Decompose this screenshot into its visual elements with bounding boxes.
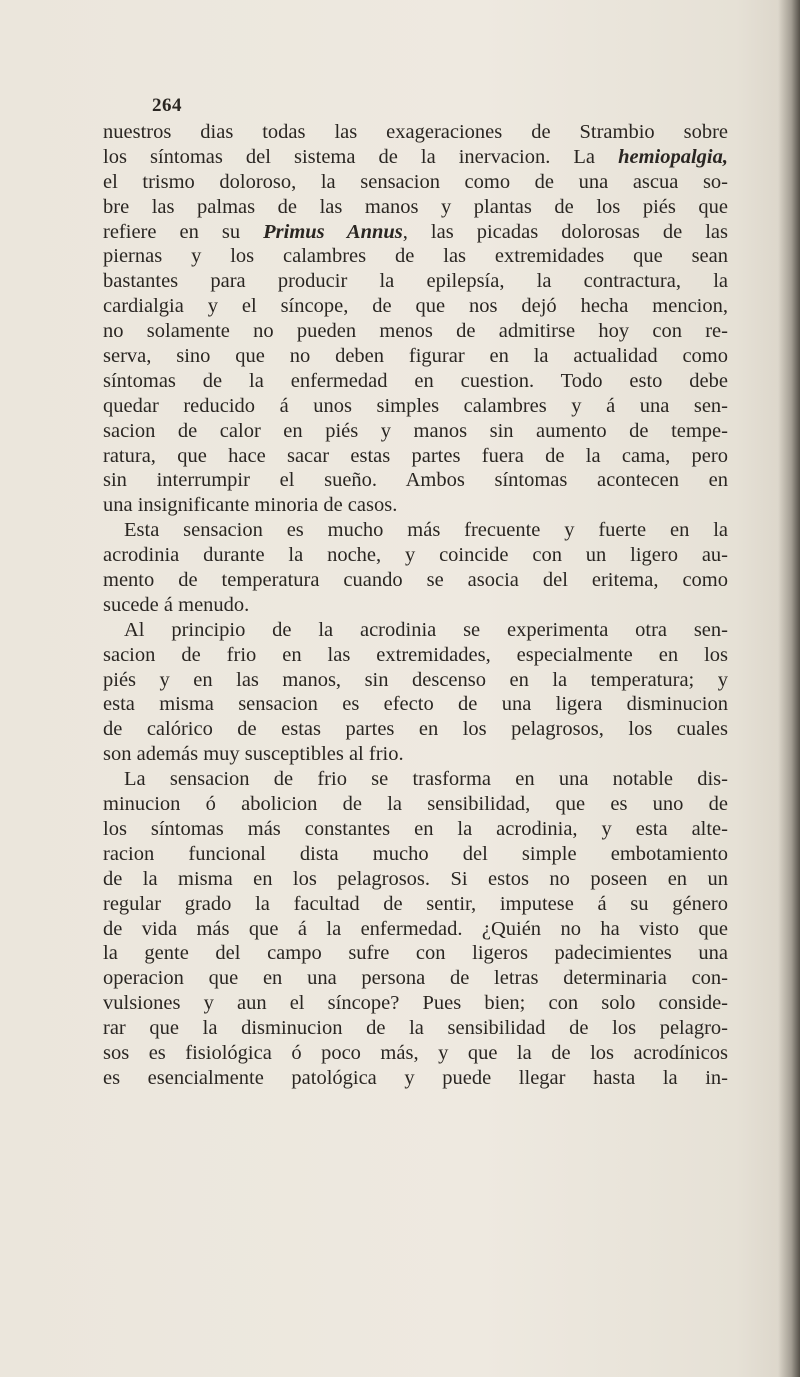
text-line	[103, 1041, 728, 1066]
text-run: sin interrumpir el sueño. Ambos síntomas acontecen en	[103, 469, 728, 492]
text-run: quedar reducido á unos simples calambres y á una sen-	[103, 394, 728, 417]
text-line	[103, 294, 728, 319]
text-line	[103, 941, 728, 966]
text-line	[103, 319, 728, 344]
text-run: son además muy susceptibles al frio.	[103, 743, 404, 766]
text-run: refiere en su	[103, 220, 264, 243]
text-run: síntomas de la enfermedad en cuestion. Todo esto debe	[103, 369, 728, 392]
text-line	[103, 717, 728, 742]
text-run: los síntomas del sistema de la inervacion. La	[103, 145, 619, 168]
text-run: ratura, que hace sacar estas partes fuera de la cama, pero	[103, 444, 728, 467]
text-run: vulsiones y aun el síncope? Pues bien; con solo conside-	[103, 992, 728, 1015]
text-line	[103, 120, 728, 145]
text-run: Esta sensacion es mucho más frecuente y fuerte en la	[124, 519, 728, 542]
text-run: La sensacion de frio se trasforma en una notable dis-	[124, 768, 728, 791]
text-run-after: , las picadas dolorosas de las	[402, 220, 728, 243]
page-number: 264	[152, 95, 182, 116]
text-line	[103, 867, 728, 892]
text-line	[103, 394, 728, 419]
text-run: una insignificante minoria de casos.	[103, 494, 398, 517]
text-run: nuestros dias todas las exageraciones de Strambio sobre	[103, 121, 728, 143]
text-line	[103, 493, 728, 518]
text-run: es esencialmente patológica y puede llegar hasta la in-	[103, 1066, 728, 1089]
text-run: la gente del campo sufre con ligeros padecimientes una	[103, 942, 728, 965]
text-line	[103, 1066, 728, 1091]
text-line	[103, 170, 728, 195]
text-run: operacion que en una persona de letras determinaria con-	[103, 967, 728, 990]
text-line	[103, 692, 728, 717]
text-run: serva, sino que no deben figurar en la actualidad como	[103, 345, 728, 368]
text-line	[103, 518, 728, 543]
text-line	[103, 767, 728, 792]
text-run: cardialgia y el síncope, de que nos dejó hecha mencion,	[103, 295, 728, 318]
italic-term: hemiopalgia,	[618, 145, 728, 168]
text-run: mento de temperatura cuando se asocia del eritema, como	[103, 569, 728, 592]
text-line	[103, 966, 728, 991]
text-run: esta misma sensacion es efecto de una ligera disminucion	[103, 693, 728, 716]
text-run: los síntomas más constantes en la acrodinia, y esta alte-	[103, 817, 728, 840]
text-line	[103, 419, 728, 444]
text-line	[103, 593, 728, 618]
text-run: bastantes para producir la epilepsía, la contractura, la	[103, 270, 728, 293]
text-line	[103, 195, 728, 220]
text-line	[103, 568, 728, 593]
text-line	[103, 618, 728, 643]
text-run: sos es fisiológica ó poco más, y que la de los acrodínicos	[103, 1041, 728, 1064]
text-line	[103, 1016, 728, 1041]
body-text	[103, 120, 728, 1091]
text-line	[103, 892, 728, 917]
text-run: de calórico de estas partes en los pelagrosos, los cuales	[103, 718, 728, 741]
text-run: rar que la disminucion de la sensibilidad de los pelagro-	[103, 1017, 728, 1040]
text-line	[103, 668, 728, 693]
text-line	[103, 792, 728, 817]
text-run: Al principio de la acrodinia se experimenta otra sen-	[124, 618, 728, 641]
text-line	[103, 444, 728, 469]
text-run: minucion ó abolicion de la sensibilidad, que es uno de	[103, 793, 728, 816]
text-run: bre las palmas de las manos y plantas de los piés que	[103, 195, 728, 218]
text-line	[103, 643, 728, 668]
text-line	[103, 145, 728, 170]
text-run: no solamente no pueden menos de admitirse hoy con re-	[103, 320, 728, 343]
text-run: regular grado la facultad de sentir, imputese á su género	[103, 892, 728, 915]
text-line	[103, 220, 728, 245]
text-line	[103, 991, 728, 1016]
text-run: racion funcional dista mucho del simple embotamiento	[103, 842, 728, 865]
text-run: de la misma en los pelagrosos. Si estos no poseen en un	[103, 867, 728, 890]
text-line	[103, 468, 728, 493]
text-run: sacion de frio en las extremidades, especialmente en los	[103, 643, 728, 666]
text-run: de vida más que á la enfermedad. ¿Quién no ha visto que	[103, 917, 728, 940]
text-run: sucede á menudo.	[103, 593, 250, 616]
italic-term: Primus Annus	[263, 220, 403, 243]
text-line	[103, 742, 728, 767]
text-run: el trismo doloroso, la sensacion como de una ascua so-	[103, 170, 728, 193]
page-edge-shadow	[778, 0, 800, 1377]
text-line	[103, 842, 728, 867]
text-line	[103, 344, 728, 369]
text-run: acrodinia durante la noche, y coincide con un ligero au-	[103, 544, 728, 567]
text-line	[103, 269, 728, 294]
text-line	[103, 917, 728, 942]
text-line	[103, 543, 728, 568]
text-line	[103, 369, 728, 394]
text-line	[103, 817, 728, 842]
text-line	[103, 244, 728, 269]
text-run: piés y en las manos, sin descenso en la temperatura; y	[103, 668, 728, 691]
text-run: sacion de calor en piés y manos sin aumento de tempe-	[103, 419, 728, 442]
text-run: piernas y los calambres de las extremidades que sean	[103, 245, 728, 268]
